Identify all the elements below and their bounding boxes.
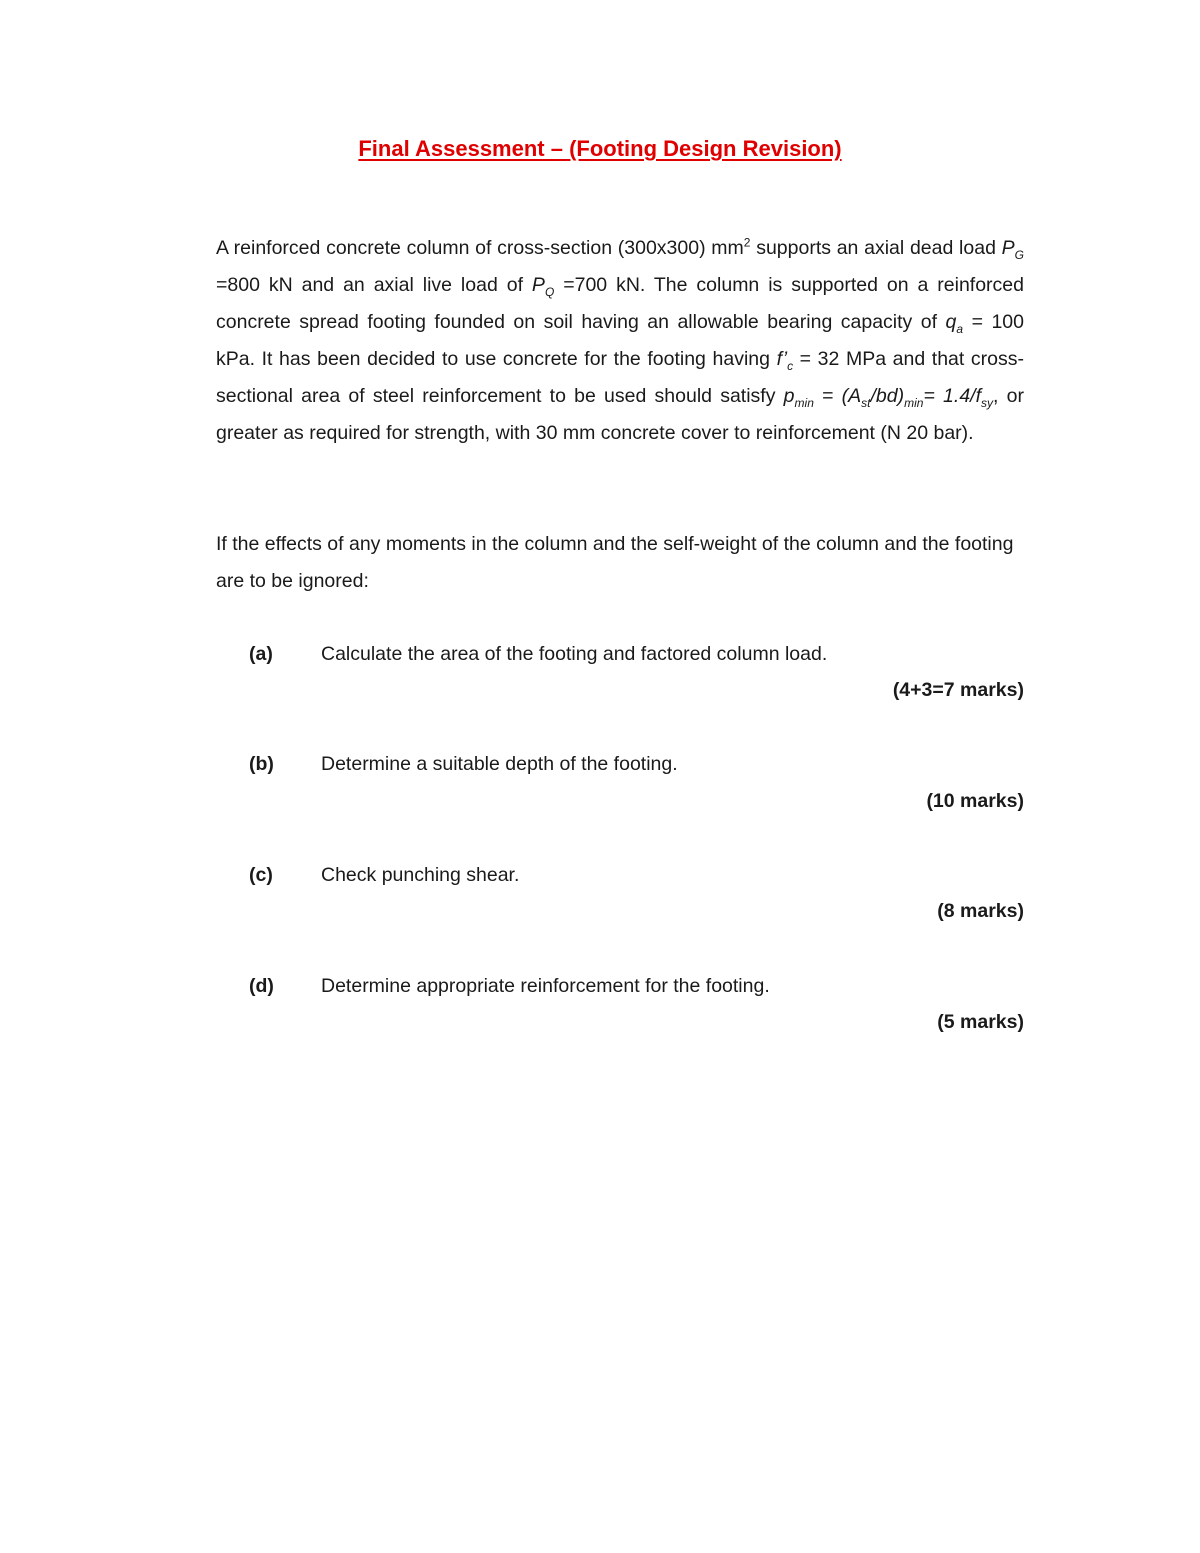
subscript: G	[1014, 247, 1024, 262]
symbol-fc: f’	[776, 348, 788, 370]
symbol-pg: P	[1001, 237, 1015, 259]
symbol-pq: P	[531, 274, 545, 296]
intro-text: , or greater as required for strength, with 30 mm concrete cover to reinforcement (N 20 bar).	[216, 385, 1024, 444]
intro-text: A reinforced concrete column of cross-section (300x300) mm	[216, 237, 744, 259]
question-text: Check punching shear.	[321, 864, 520, 886]
page-title: Final Assessment – (Footing Design Revision)	[358, 136, 842, 161]
symbol-bd: /bd)	[870, 385, 905, 407]
problem-statement	[216, 230, 1024, 452]
subscript: c	[787, 358, 794, 373]
intro-text: = 100 kPa. It has been decided to use concrete for the footing having	[216, 311, 1024, 370]
subscript: min	[904, 395, 924, 410]
superscript: 2	[743, 235, 751, 250]
subscript: Q	[544, 284, 555, 299]
condition-statement: If the effects of any moments in the column and the self-weight of the column and the footing are to be ignored:	[216, 533, 1014, 592]
question-marks: (4+3=7 marks)	[892, 679, 1024, 701]
question-label: (d)	[249, 975, 274, 997]
question-marks: (8 marks)	[937, 900, 1024, 922]
question-marks: (10 marks)	[926, 790, 1024, 812]
intro-text: =800 kN and an axial live load of	[216, 274, 532, 296]
symbol-qa: q	[945, 311, 957, 333]
intro-text: =700 kN. The column is supported on a reinforced concrete spread footing founded on soil having an allowable bearing capacity of	[216, 274, 1024, 333]
intro-text: = 32 MPa and that cross-sectional area of steel reinforcement to be used should satisfy	[216, 348, 1024, 407]
question-text: Determine appropriate reinforcement for the footing.	[321, 975, 770, 997]
subscript: a	[956, 321, 964, 336]
symbol-p: p	[783, 385, 795, 407]
subscript: st	[861, 395, 871, 410]
subscript: min	[794, 395, 814, 410]
question-label: (a)	[249, 643, 273, 665]
symbol-ratio: = 1.4/f	[923, 385, 982, 407]
question-text: Determine a suitable depth of the footing.	[321, 753, 678, 775]
subscript: sy	[981, 395, 994, 410]
intro-text: =	[813, 385, 842, 407]
question-marks: (5 marks)	[937, 1011, 1024, 1033]
symbol-ast: (A	[841, 385, 862, 407]
intro-text: supports an axial dead load	[750, 237, 1002, 259]
question-label: (b)	[249, 753, 274, 775]
question-text: Calculate the area of the footing and factored column load.	[321, 643, 828, 665]
question-label: (c)	[249, 864, 273, 886]
